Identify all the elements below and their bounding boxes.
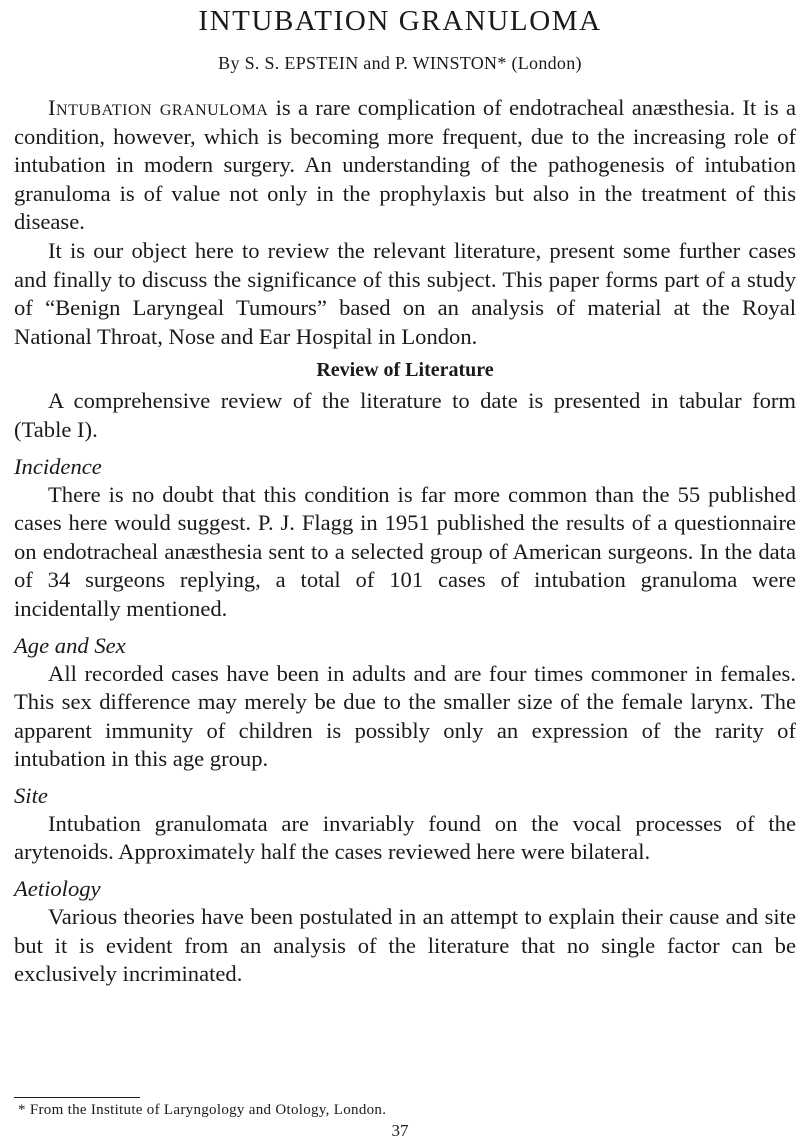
intro-paragraph-2: It is our object here to review the relevant literature, present some further cases and finally to discuss the significance of this subject. This paper forms part of a study of “Benign Laryngeal Tumours” based on an analysis of material at the Royal National Throat, Nose and Ear Hospital in London.: [14, 237, 796, 349]
section-heading-review: Review of Literature: [316, 359, 494, 382]
intro-paragraph-1-text: is a rare complication of endotracheal anæsthesia. It is a condition, however, which is becoming more frequent, due to the increasing role of intubation in modern surgery. An understanding of the pathogenesis of intubation granuloma is of value not only in the prophylaxis but also in the treatment of this disease.: [14, 95, 796, 235]
age-sex-paragraph: All recorded cases have been in adults and are four times commoner in females. This sex difference may merely be due to the smaller size of the female larynx. The apparent immunity of children is possibly only an expression of the rarity of intubation in this age group.: [14, 660, 796, 772]
subheading-incidence: Incidence: [14, 453, 102, 479]
page-number: 37: [391, 1121, 409, 1140]
aetiology-paragraph: Various theories have been postulated in an attempt to explain their cause and site but it is evident from an analysis of the literature that no single factor can be exclusively incriminated.: [14, 904, 796, 987]
subheading-age-sex: Age and Sex: [14, 632, 126, 658]
subheading-site: Site: [14, 782, 48, 808]
footnote: * From the Institute of Laryngology and Otology, London.: [18, 1102, 387, 1118]
review-paragraph: A comprehensive review of the literature to date is presented in tabular form (Table I).: [14, 388, 796, 442]
article-title: INTUBATION GRANULOMA: [198, 5, 602, 37]
footnote-divider: [14, 1097, 140, 1098]
article-body: [14, 94, 796, 989]
site-paragraph: Intubation granulomata are invariably found on the vocal processes of the arytenoids. Approximately half the cases reviewed here were bilateral.: [14, 810, 796, 865]
incidence-paragraph: There is no doubt that this condition is far more common than the 55 published cases here would suggest. P. J. Flagg in 1951 published the results of a questionnaire on endotracheal anæsthesia sent to a selected group of American surgeons. In the data of 34 surgeons replying, a total of 101 cases of intubation granuloma were incidentally mentioned.: [14, 481, 796, 621]
lead-in-small-caps: Intubation granuloma: [48, 95, 269, 120]
author-byline: By S. S. EPSTEIN and P. WINSTON* (London): [218, 53, 582, 73]
intro-paragraph-1: [14, 94, 796, 237]
subheading-aetiology: Aetiology: [14, 876, 101, 902]
